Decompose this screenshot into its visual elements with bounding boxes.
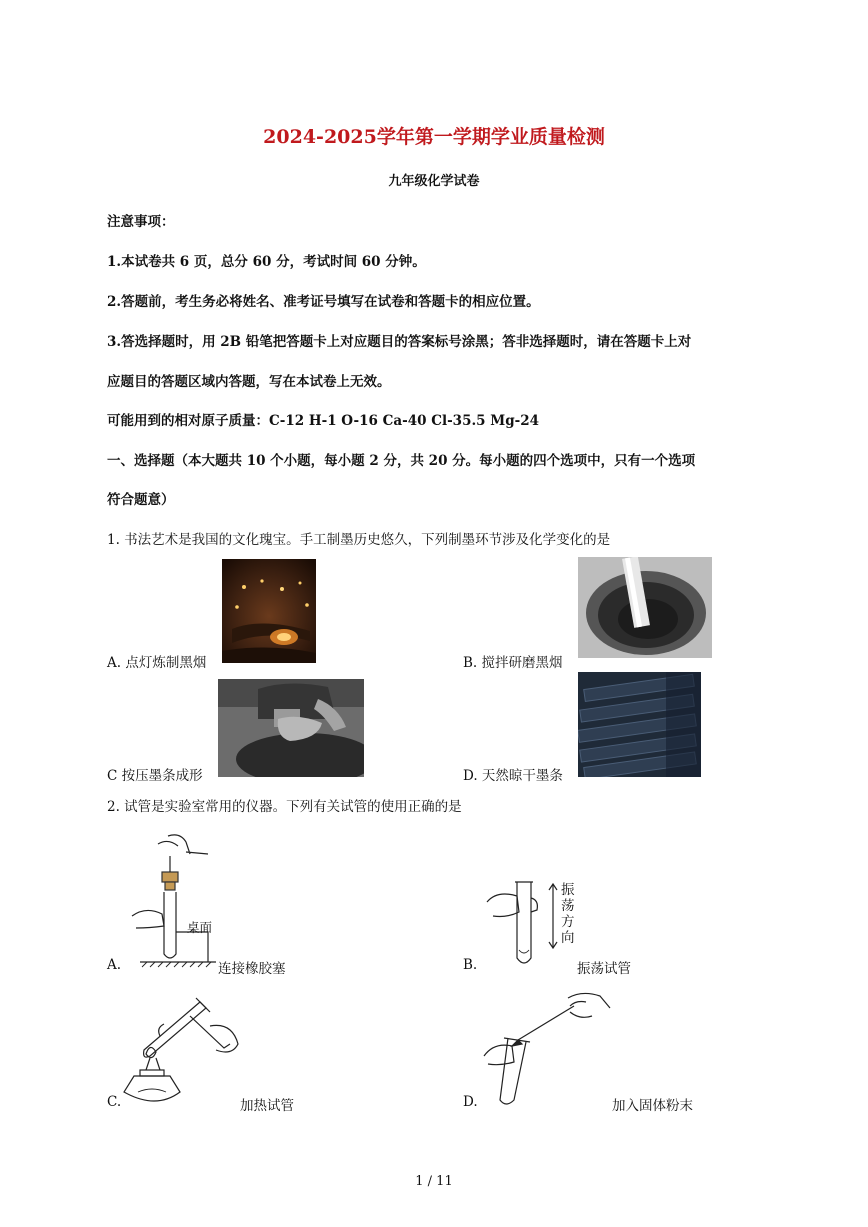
notice-item-3: 3.答选择题时，用 2B 铅笔把答题卡上对应题目的答案标号涂黑；答非选择题时，请在答题卡上对: [107, 334, 692, 350]
q2-option-d-desc: 加入固体粉末: [612, 1098, 693, 1114]
section-heading: 一、选择题（本大题共 10 个小题，每小题 2 分，共 20 分。每小题的四个选项中，只有一个选项: [107, 453, 696, 469]
q1-option-d-label: D. 天然晾干墨条: [463, 768, 563, 784]
q2-option-d-label: D.: [463, 1094, 478, 1110]
q1-option-d-photo: [578, 672, 701, 777]
q2-option-a-figure: [128, 832, 218, 968]
q2-option-d-figure: [482, 990, 614, 1108]
q2-option-c-figure: [120, 992, 244, 1110]
q2-option-b-desc: 振荡试管: [577, 961, 631, 977]
section-heading-cont: 符合题意）: [107, 492, 175, 508]
q2-option-c-desc: 加热试管: [240, 1098, 294, 1114]
q1-option-c-photo: [218, 679, 364, 777]
q2-option-a-table-label: 桌面: [187, 920, 213, 935]
q2-option-b-label: B.: [463, 957, 478, 973]
q2-option-b-direction-4: 向: [561, 930, 575, 946]
q2-option-b-figure: [483, 876, 563, 968]
q2-option-c-label: C.: [107, 1094, 122, 1110]
q2-option-b-direction-2: 荡: [561, 898, 575, 914]
notice-item-1: 1.本试卷共 6 页，总分 60 分，考试时间 60 分钟。: [107, 254, 426, 270]
q2-option-b-direction-1: 振: [561, 882, 575, 898]
q2-option-a-label: A.: [107, 957, 122, 973]
q2-option-b-direction-3: 方: [561, 914, 575, 930]
notice-item-3-cont: 应题目的答题区域内答题，写在本试卷上无效。: [107, 374, 391, 390]
q2-option-a-desc: 连接橡胶塞: [218, 961, 286, 977]
notice-item-2: 2.答题前，考生务必将姓名、准考证号填写在试卷和答题卡的相应位置。: [107, 294, 540, 310]
q2-option-b-direction: [561, 882, 577, 946]
question-2-stem: 2. 试管是实验室常用的仪器。下列有关试管的使用正确的是: [107, 799, 462, 815]
notice-heading: 注意事项：: [107, 214, 175, 230]
q1-option-a-label: A. 点灯炼制黑烟: [107, 655, 207, 671]
exam-title: 2024-2025学年第一学期学业质量检测: [263, 126, 605, 148]
exam-subtitle: 九年级化学试卷: [388, 174, 480, 189]
question-1-stem: 1. 书法艺术是我国的文化瑰宝。手工制墨历史悠久，下列制墨环节涉及化学变化的是: [107, 532, 611, 548]
atomic-mass-line: 可能用到的相对原子质量：C-12 H-1 O-16 Ca-40 Cl-35.5 Mg-24: [107, 413, 540, 429]
page-number: 1 / 11: [415, 1174, 453, 1189]
q1-option-a-photo: [222, 559, 316, 663]
q1-option-c-label: C 按压墨条成形: [107, 768, 203, 784]
q1-option-b-photo: [578, 557, 712, 658]
q1-option-b-label: B. 搅拌研磨黑烟: [463, 655, 563, 671]
